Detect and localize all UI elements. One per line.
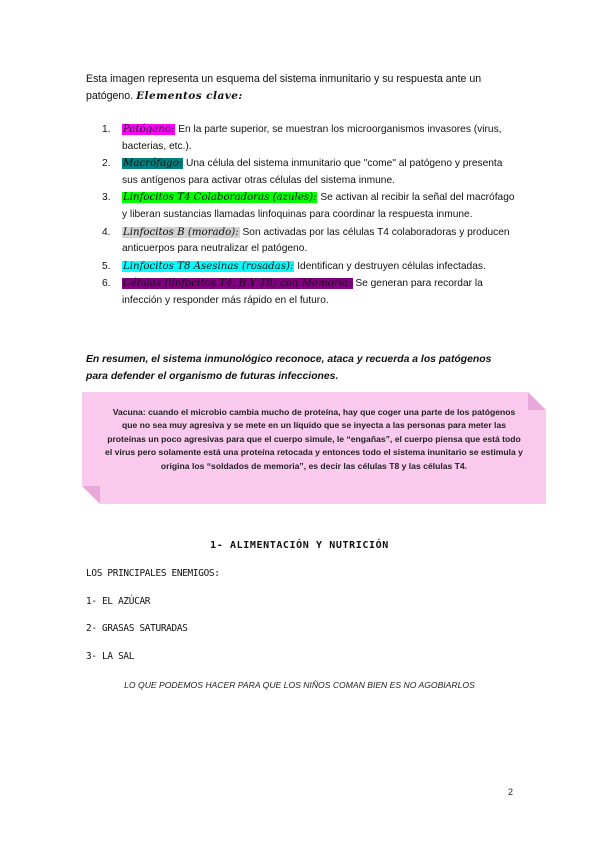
enemy-item: 2- GRASAS SATURADAS bbox=[86, 623, 188, 634]
enemy-item: 3- LA SAL bbox=[86, 651, 135, 662]
list-text: Se generan para recordar la infección y responder más rápido en el futuro. bbox=[122, 278, 483, 306]
list-item bbox=[86, 122, 516, 155]
list-text: Identifican y destruyen células infectadas. bbox=[294, 260, 486, 272]
highlight-tag: Macrófago: bbox=[123, 158, 183, 170]
callout-text: Vacuna: cuando el microbio cambia mucho de proteína, hay que coger una parte de los patógenos que no sea muy agresiva y se mete en un líquido que se inyecta a las personas para meter las proteínas un poco agresivas para que el cuerpo simule, le “engañas”, el cuerpo piensa que está todo el virus pero solamente está una proteína retocada y entonces todo el sistema inunitario se estimula y origina los “soldados de memoria”, es decir las células T8 y las células T4. bbox=[105, 407, 523, 471]
highlight-tag: Linfocitos B (morado): bbox=[123, 226, 239, 238]
callout-fold-corner bbox=[528, 392, 546, 410]
section-heading: 1- ALIMENTACIÓN Y NUTRICIÓN bbox=[210, 540, 389, 551]
key-elements-list bbox=[86, 122, 516, 311]
callout-fold-corner bbox=[82, 486, 100, 504]
list-number: 2. bbox=[102, 158, 111, 170]
list-text: En la parte superior, se muestran los microorganismos invasores (virus, bacterias, etc.). bbox=[122, 124, 502, 152]
highlight-tag: Linfocitos T8 Asesinas (rosadas): bbox=[123, 260, 294, 272]
list-text: Una célula del sistema inmunitario que "come" al patógeno y presenta sus antígenos para activar otras células del sistema inmune. bbox=[122, 158, 503, 186]
list-number: 1. bbox=[102, 124, 111, 135]
closing-statement: LO QUE PODEMOS HACER PARA QUE LOS NIÑOS COMAN BIEN ES NO AGOBIARLOS bbox=[124, 680, 475, 690]
intro-emphasis: Elementos clave: bbox=[136, 90, 243, 102]
enemy-item: 1- EL AZÚCAR bbox=[86, 596, 151, 607]
list-item bbox=[86, 276, 516, 309]
vaccine-callout bbox=[82, 392, 546, 504]
list-item bbox=[86, 225, 516, 258]
summary-paragraph: En resumen, el sistema inmunológico reconoce, ataca y recuerda a los patógenos para defender el organismo de futuras infecciones. bbox=[86, 354, 492, 382]
list-item bbox=[86, 156, 516, 189]
highlight-tag: Células (linfocitos T4, B Y T8) con Memoria: bbox=[123, 278, 352, 290]
list-text: Se activan al recibir la señal del macrófago y liberan sustancias llamadas linfoquinas para coordinar la respuesta inmune. bbox=[122, 192, 515, 220]
enemies-label: LOS PRINCIPALES ENEMIGOS: bbox=[86, 568, 220, 579]
list-number: 3. bbox=[102, 192, 111, 204]
list-item bbox=[86, 259, 516, 276]
list-number: 6. bbox=[102, 278, 111, 290]
highlight-tag: Linfocitos T4 Colaboradoras (azules): bbox=[123, 192, 317, 204]
list-item bbox=[86, 190, 516, 223]
intro-text: Esta imagen representa un esquema del sistema inmunitario y su respuesta ante un patógeno. bbox=[86, 73, 482, 102]
page-number: 2 bbox=[508, 787, 514, 797]
list-text: Son activadas por las células T4 colaboradoras y producen anticuerpos para neutralizar el patógeno. bbox=[122, 226, 510, 255]
list-number: 5. bbox=[102, 260, 111, 272]
intro-paragraph bbox=[86, 71, 516, 105]
highlight-tag: Patógeno: bbox=[123, 124, 175, 135]
list-number: 4. bbox=[102, 226, 111, 238]
